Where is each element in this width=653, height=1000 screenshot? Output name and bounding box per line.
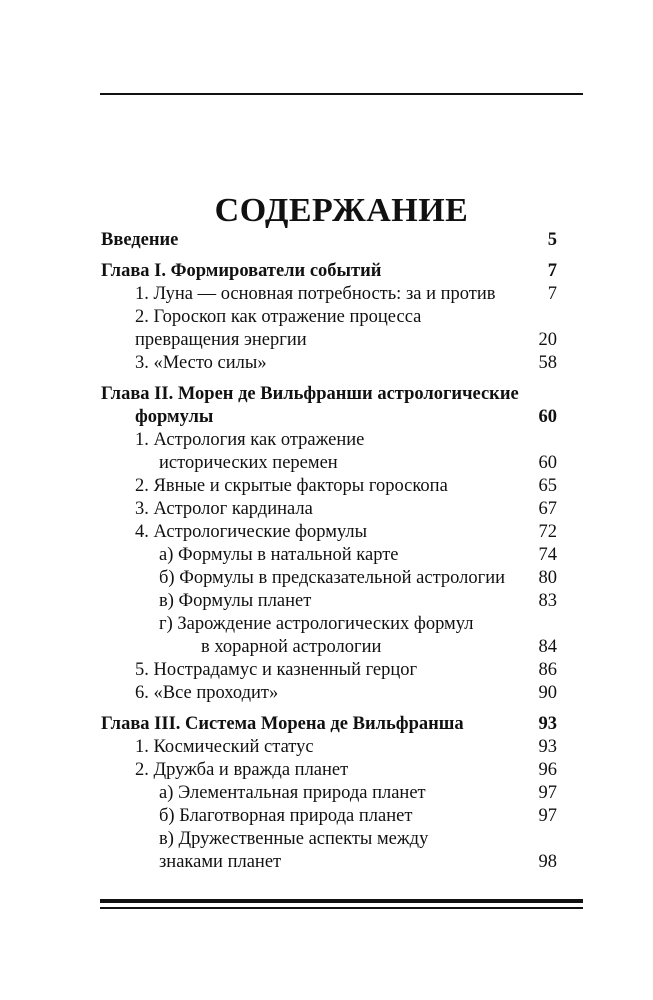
toc-subentry [101,782,557,805]
toc-entry-text: Глава II. Морен де Вильфранши астрологические [101,384,519,404]
toc-entry-page: 97 [538,783,557,803]
toc-entry-page: 86 [538,660,557,680]
toc-chapter-1 [101,260,557,283]
toc-entry-page: 60 [538,453,557,473]
page-title: СОДЕРЖАНИЕ [214,191,469,229]
toc-entry-page: 20 [538,330,557,350]
toc-entry-text: 1. Космический статус [135,737,314,757]
toc-entry-continuation [101,329,557,352]
bottom-rule-thick [100,899,583,903]
toc-entry-page: 80 [538,568,557,588]
toc-entry-page: 98 [538,852,557,872]
toc-entry-page: 84 [538,637,557,657]
toc-entry-text: 4. Астрологические формулы [135,522,368,542]
toc-subentry [101,544,557,567]
toc-entry-page: 60 [538,407,557,427]
toc-entry-text: Введение [101,230,179,250]
toc-entry-text: б) Формулы в предсказательной астрологии [159,568,506,588]
toc-entry-text: формулы [135,407,214,427]
toc-entry-text: Глава III. Система Морена де Вильфранша [101,714,464,734]
toc-entry [101,429,557,452]
toc-subentry-continuation [101,636,557,659]
toc-entry-page: 67 [538,499,557,519]
toc-entry-text: а) Элементальная природа планет [159,783,426,803]
bottom-rule-thin [100,907,583,909]
toc-entry-text: в) Дружественные аспекты между [159,829,429,849]
toc-subentry-continuation [101,851,557,874]
toc-entry-text: 1. Астрология как отражение [135,430,365,450]
toc-entry-text: в хорарной астрологии [201,637,382,657]
toc-entry-continuation [101,452,557,475]
table-of-contents [101,229,557,874]
toc-entry-page: 65 [538,476,557,496]
toc-entry-page: 7 [547,284,557,304]
toc-entry [101,759,557,782]
toc-chapter-2-continuation [101,406,557,429]
toc-entry [101,736,557,759]
toc-entry-text: 3. «Место силы» [135,353,267,373]
toc-subentry [101,613,557,636]
toc-entry [101,682,557,705]
toc-subentry [101,567,557,590]
toc-entry-text: в) Формулы планет [159,591,312,611]
toc-entry-page: 58 [538,353,557,373]
toc-entry [101,475,557,498]
toc-entry [101,498,557,521]
toc-subentry [101,805,557,828]
top-rule [100,93,583,95]
toc-entry-page: 83 [538,591,557,611]
toc-entry [101,283,557,306]
toc-entry-text: 5. Нострадамус и казненный герцог [135,660,418,680]
toc-entry-page: 5 [547,230,557,250]
toc-entry-text: 2. Дружба и вражда планет [135,760,349,780]
toc-entry-text: 2. Явные и скрытые факторы гороскопа [135,476,448,496]
toc-entry-page: 7 [547,261,557,281]
toc-entry-text: превращения энергии [135,330,307,350]
toc-entry-page: 97 [538,806,557,826]
toc-entry [101,659,557,682]
toc-entry-text: а) Формулы в натальной карте [159,545,399,565]
toc-entry [101,352,557,375]
toc-entry-intro [101,229,557,252]
toc-entry [101,306,557,329]
toc-entry-text: б) Благотворная природа планет [159,806,413,826]
toc-entry [101,521,557,544]
toc-chapter-2 [101,383,557,406]
toc-chapter-3 [101,713,557,736]
toc-entry-text: 6. «Все проходит» [135,683,279,703]
toc-entry-page: 74 [538,545,557,565]
toc-entry-text: 3. Астролог кардинала [135,499,313,519]
toc-entry-text: 1. Луна — основная потребность: за и против [135,284,496,304]
toc-entry-page: 93 [538,714,557,734]
toc-entry-text: Глава I. Формирователи событий [101,261,382,281]
toc-entry-page: 72 [538,522,557,542]
toc-subentry [101,590,557,613]
toc-entry-text: г) Зарождение астрологических формул [159,614,474,634]
toc-entry-page: 93 [538,737,557,757]
toc-entry-page: 96 [538,760,557,780]
toc-entry-page: 90 [538,683,557,703]
toc-entry-text: знаками планет [159,852,282,872]
toc-entry-text: исторических перемен [159,453,338,473]
toc-entry-text: 2. Гороскоп как отражение процесса [135,307,422,327]
toc-subentry [101,828,557,851]
